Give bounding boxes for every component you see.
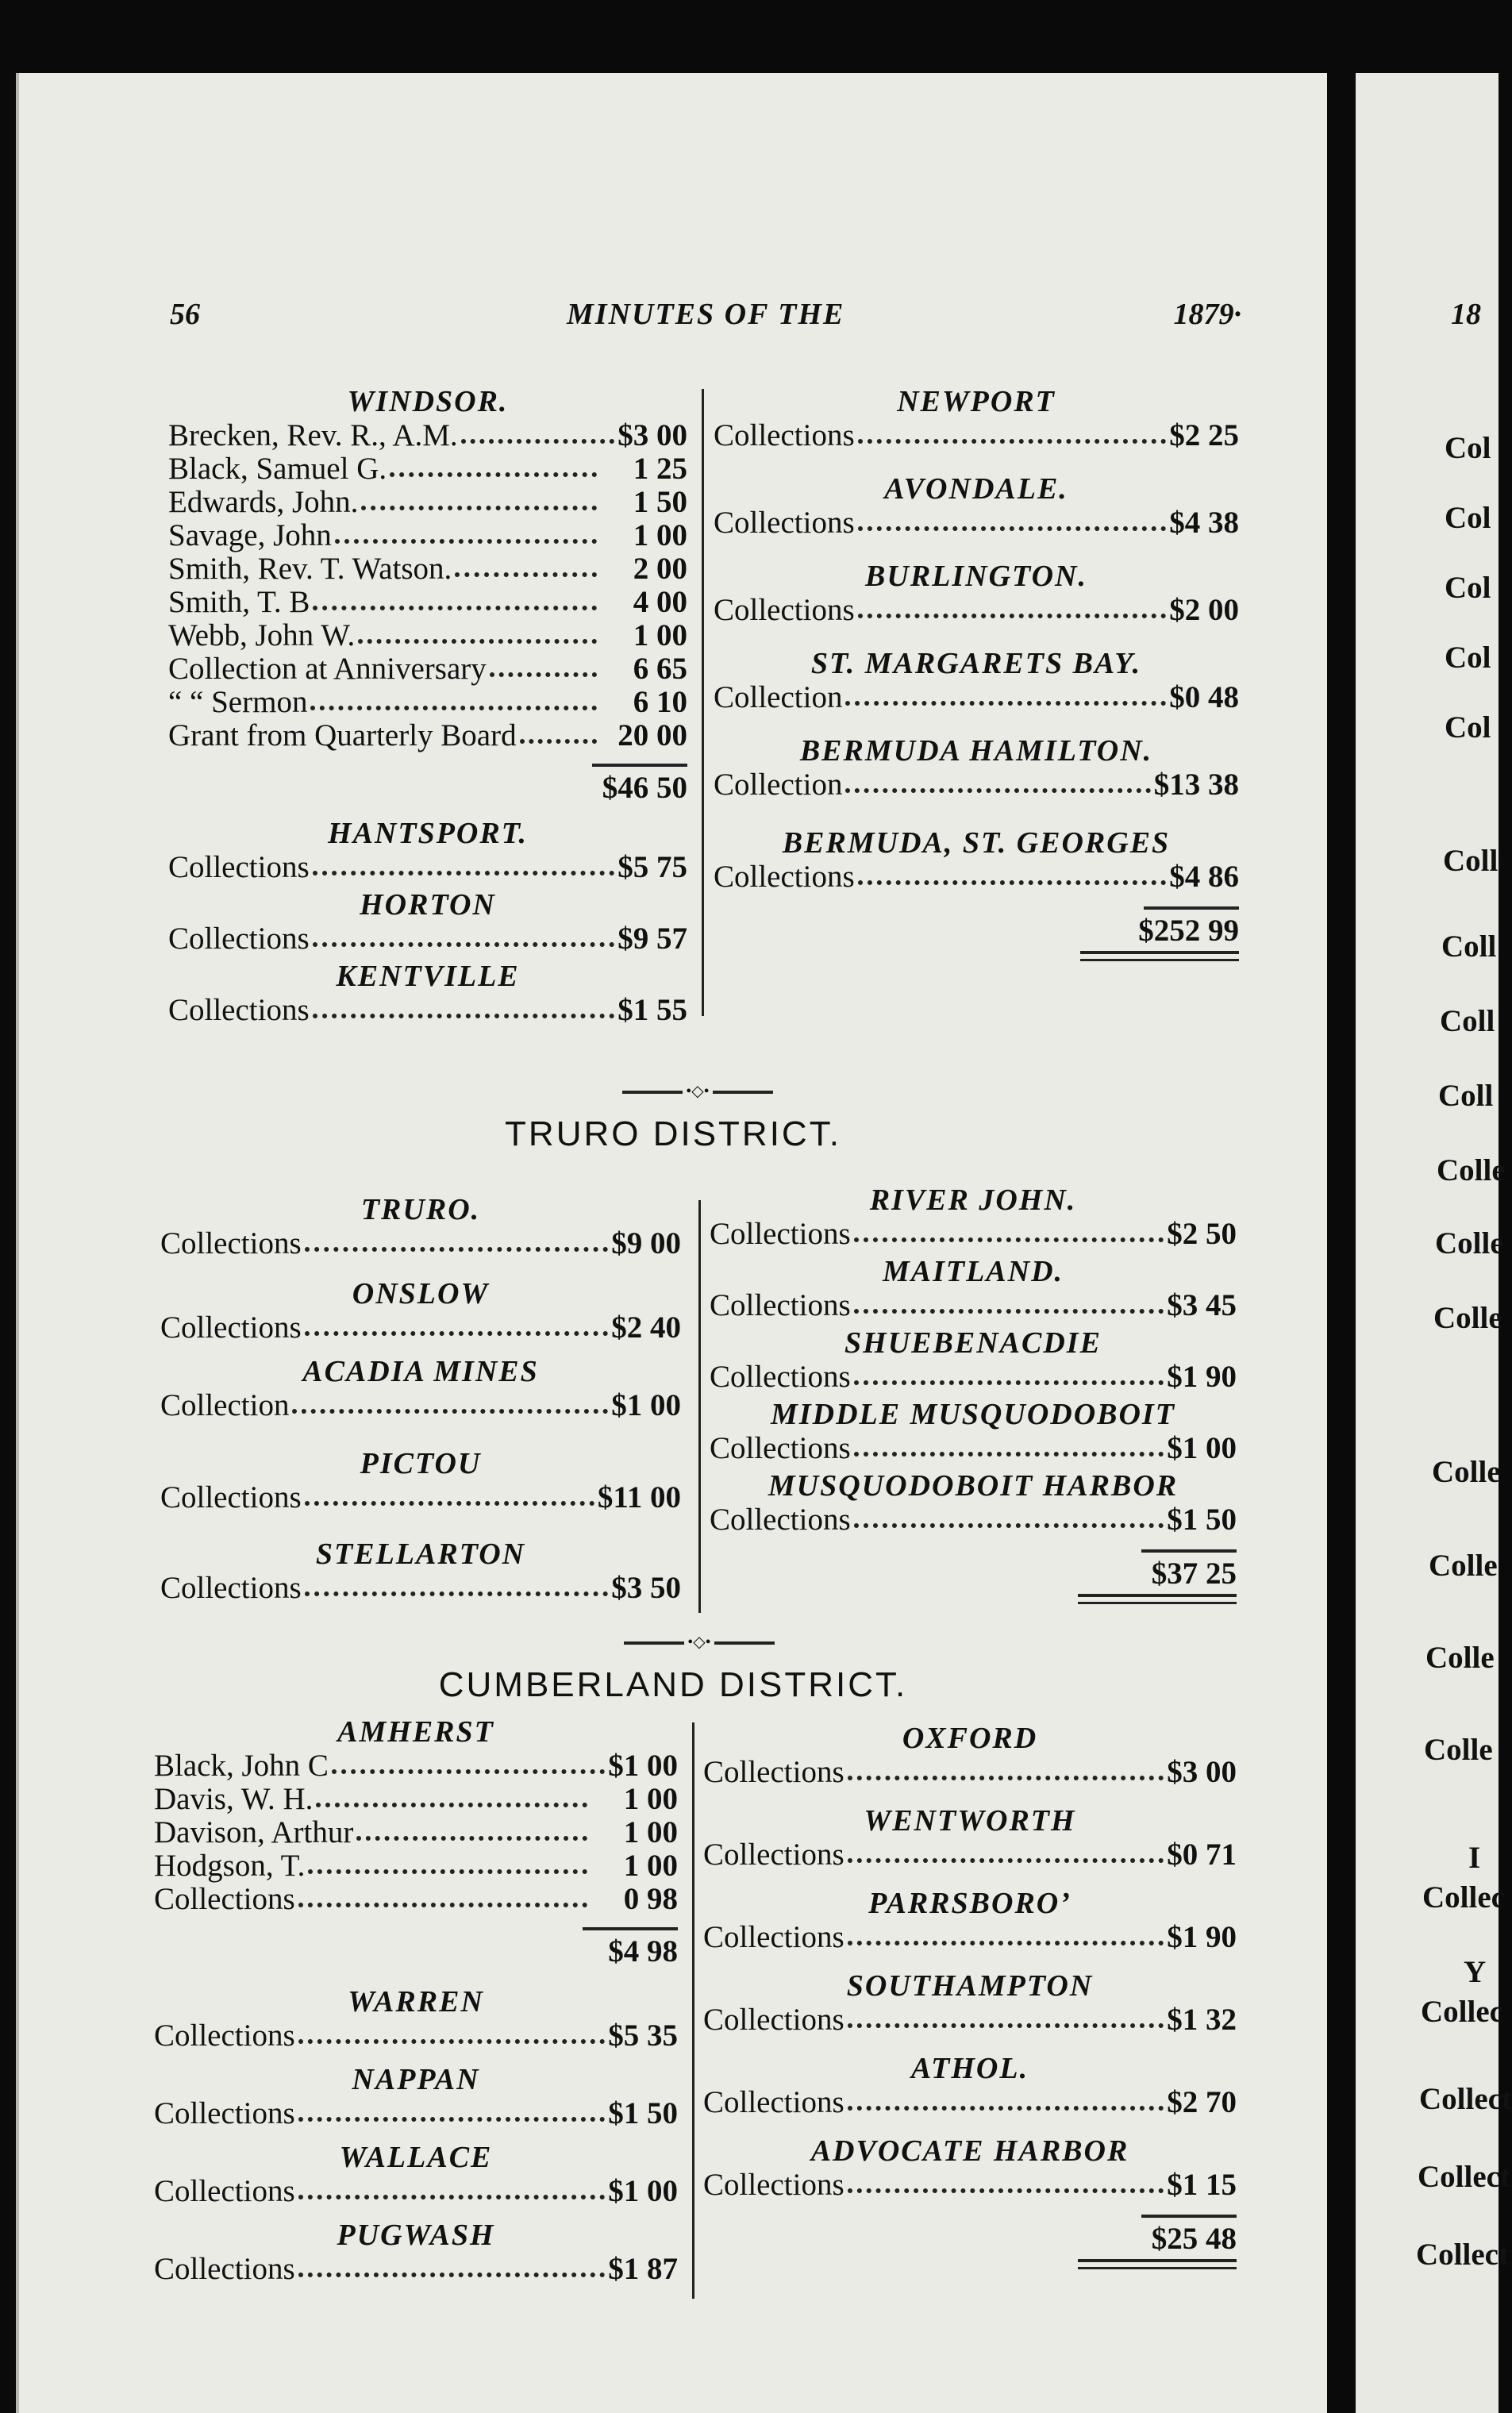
dot-leader xyxy=(305,1311,609,1336)
section-heading: HORTON xyxy=(360,888,496,922)
entry-amount: $5 35 xyxy=(608,2019,678,2053)
dot-leader xyxy=(313,851,615,876)
page-header xyxy=(170,297,1241,344)
entry-amount: 2 00 xyxy=(633,552,687,586)
dot-leader xyxy=(305,1572,609,1596)
dot-leader xyxy=(356,1816,587,1841)
entry-name: Collections xyxy=(703,2003,844,2037)
ornament-divider: •◇• xyxy=(624,1641,775,1645)
section-heading: MUSQUODOBOIT HARBOR xyxy=(768,1469,1179,1503)
section-heading: AMHERST xyxy=(337,1715,494,1749)
entry-row xyxy=(168,719,687,752)
entry-amount: $3 50 xyxy=(611,1571,681,1605)
entry-row xyxy=(703,2169,1237,2202)
entry-name: Collections xyxy=(703,1838,844,1872)
entry-name: Brecken, Rev. R., A.M. xyxy=(168,418,458,452)
dot-leader xyxy=(848,1838,1164,1863)
entry-amount: $2 25 xyxy=(1169,418,1239,452)
entry-row xyxy=(168,686,687,719)
dot-leader xyxy=(310,686,597,710)
entry-name: Grant from Quarterly Board xyxy=(168,718,517,752)
dot-leader xyxy=(335,519,597,544)
entry-row xyxy=(160,1481,681,1514)
entry-name: Collections xyxy=(154,2096,295,2130)
entry-name: Collections xyxy=(703,1755,844,1789)
entry-name: Collections xyxy=(714,506,855,540)
entry-row xyxy=(168,652,687,686)
entry-amount: $3 00 xyxy=(1167,1755,1237,1789)
entry-row xyxy=(168,994,687,1027)
page-number: 56 xyxy=(170,298,200,331)
entry-amount: 1 00 xyxy=(623,1849,678,1883)
total-rule xyxy=(1141,2215,1237,2218)
total-double-rule xyxy=(1078,1594,1237,1604)
dot-leader xyxy=(455,552,597,577)
subtotal-rule xyxy=(592,764,687,767)
entry-row xyxy=(168,552,687,586)
entry-amount: 1 25 xyxy=(633,452,687,486)
entry-amount: $1 87 xyxy=(608,2252,678,2286)
entry-amount: $3 00 xyxy=(617,418,687,452)
entry-name: Collections xyxy=(710,1503,851,1537)
entry-amount: $5 75 xyxy=(617,850,687,884)
dot-leader xyxy=(361,486,597,510)
dot-leader xyxy=(858,419,1167,444)
entry-row xyxy=(168,922,687,956)
entry-amount: $1 55 xyxy=(617,993,687,1027)
entry-row xyxy=(703,1838,1237,1872)
right-page-line: Coll xyxy=(1440,1004,1495,1038)
section-heading: PARRSBORO’ xyxy=(868,1887,1071,1920)
section-heading: WARREN xyxy=(348,1985,484,2019)
dot-leader xyxy=(298,1883,587,1907)
dot-leader xyxy=(305,1227,609,1252)
entry-row xyxy=(168,452,687,486)
entry-amount: $1 50 xyxy=(608,2096,678,2130)
right-page-line: I xyxy=(1468,1841,1481,1875)
entry-amount: 0 98 xyxy=(623,1882,678,1916)
entry-name: Collections xyxy=(160,1571,302,1605)
entry-amount: $1 00 xyxy=(608,2174,678,2208)
entry-amount: 20 00 xyxy=(617,718,687,752)
entry-amount: 1 00 xyxy=(623,1815,678,1849)
entry-name: Collections xyxy=(714,860,855,894)
section-heading: NAPPAN xyxy=(352,2063,480,2096)
entry-row xyxy=(160,1311,681,1345)
entry-name: Webb, John W. xyxy=(168,618,356,652)
total-rule xyxy=(1144,906,1239,910)
section-heading: MAITLAND. xyxy=(882,1255,1064,1288)
section-heading: ATHOL. xyxy=(910,2052,1029,2085)
entry-amount: 4 00 xyxy=(633,585,687,619)
entry-amount: $3 45 xyxy=(1167,1288,1237,1322)
entry-name: Collection xyxy=(160,1388,290,1422)
entry-row xyxy=(154,2175,678,2208)
entry-amount: $1 90 xyxy=(1167,1920,1237,1954)
entry-row xyxy=(710,1503,1237,1537)
dot-leader xyxy=(313,994,615,1018)
entry-row xyxy=(710,1432,1237,1465)
entry-name: Davis, W. H. xyxy=(154,1782,314,1816)
entry-row xyxy=(154,2019,678,2053)
entry-row xyxy=(168,519,687,552)
section-heading: WINDSOR. xyxy=(347,385,509,418)
right-page-line: Col xyxy=(1445,501,1491,535)
right-page-line: Collec xyxy=(1422,1880,1505,1915)
entry-row xyxy=(168,619,687,652)
right-page-line: Collec xyxy=(1421,1995,1503,2029)
entry-row xyxy=(714,506,1239,540)
entry-row xyxy=(160,1389,681,1422)
entry-name: Collections xyxy=(714,593,855,627)
right-page-line: Colle xyxy=(1437,1153,1506,1187)
entry-name: Hodgson, T. xyxy=(154,1849,306,1883)
entry-name: Collections xyxy=(703,1920,844,1954)
dot-leader xyxy=(298,2253,606,2277)
entry-name: Collections xyxy=(160,1310,302,1345)
right-page-line: Col xyxy=(1445,571,1491,605)
entry-name: Collections xyxy=(154,1882,295,1916)
entry-amount: $1 00 xyxy=(1167,1431,1237,1465)
entry-amount: $11 00 xyxy=(597,1480,681,1514)
section-heading: MIDDLE MUSQUODOBOIT xyxy=(771,1398,1175,1431)
dot-leader xyxy=(858,506,1167,531)
entry-row xyxy=(703,1756,1237,1789)
entry-name: Collections xyxy=(168,993,310,1027)
right-page-line: Colle xyxy=(1432,1455,1501,1489)
section-heading: ADVOCATE HARBOR xyxy=(810,2134,1129,2168)
district-total: $37 25 xyxy=(1151,1557,1237,1591)
right-page-line: Colle xyxy=(1424,1733,1493,1767)
dot-leader xyxy=(298,2019,606,2044)
section-heading: HANTSPORT. xyxy=(328,817,528,850)
dot-leader xyxy=(854,1289,1164,1314)
dot-leader xyxy=(520,719,597,744)
section-heading: ONSLOW xyxy=(352,1277,490,1310)
entry-row xyxy=(168,851,687,884)
entry-amount: $2 70 xyxy=(1167,2085,1237,2119)
entry-amount: $9 57 xyxy=(617,922,687,956)
entry-amount: $0 48 xyxy=(1169,680,1239,714)
section-heading: PUGWASH xyxy=(337,2219,495,2252)
dot-leader xyxy=(305,1481,594,1506)
entry-row xyxy=(168,586,687,619)
dot-leader xyxy=(313,922,615,947)
entry-name: Collections xyxy=(154,2019,295,2053)
entry-amount: $1 15 xyxy=(1167,2168,1237,2202)
dot-leader xyxy=(308,1849,587,1874)
entry-amount: $1 50 xyxy=(1167,1503,1237,1537)
section-heading: TRURO. xyxy=(360,1193,481,1226)
section-heading: BERMUDA, ST. GEORGES xyxy=(782,826,1171,860)
left-page xyxy=(16,73,1327,2413)
dot-leader xyxy=(313,586,597,610)
entry-row xyxy=(154,1749,678,1783)
dot-leader xyxy=(854,1432,1164,1457)
entry-row xyxy=(714,681,1239,714)
entry-amount: $4 86 xyxy=(1169,860,1239,894)
running-title: MINUTES OF THE xyxy=(567,298,845,331)
entry-row xyxy=(168,419,687,452)
entry-amount: $1 00 xyxy=(611,1388,681,1422)
dot-leader xyxy=(848,2169,1164,2193)
entry-row xyxy=(710,1360,1237,1394)
entry-amount: 1 50 xyxy=(633,485,687,519)
section-heading: PICTOU xyxy=(360,1447,482,1480)
entry-amount: $2 50 xyxy=(1167,1217,1237,1251)
entry-row xyxy=(168,486,687,519)
section-heading: WENTWORTH xyxy=(864,1804,1076,1838)
windsor-right-column xyxy=(714,384,1239,961)
entry-name: “ “ Sermon xyxy=(168,685,308,719)
entry-row xyxy=(703,1921,1237,1954)
entry-name: Collection xyxy=(714,768,843,802)
right-page-line: Collect xyxy=(1419,2082,1512,2116)
section-subtotal: $4 98 xyxy=(608,1934,678,1968)
dot-leader xyxy=(854,1218,1164,1242)
entry-name: Collections xyxy=(160,1226,302,1260)
entry-row xyxy=(154,2253,678,2286)
right-page-line: Colle xyxy=(1429,1549,1498,1583)
dot-leader xyxy=(298,2097,606,2122)
entry-name: Edwards, John. xyxy=(168,485,359,519)
dot-leader xyxy=(854,1503,1164,1528)
column-divider xyxy=(692,1722,694,2299)
right-page-line: Col xyxy=(1445,431,1491,465)
district-total: $252 99 xyxy=(1138,914,1239,948)
column-divider xyxy=(698,1200,701,1613)
section-heading: SOUTHAMPTON xyxy=(846,1969,1094,2003)
entry-name: Collections xyxy=(168,922,310,956)
entry-amount: $1 00 xyxy=(608,1749,678,1783)
entry-amount: $2 00 xyxy=(1169,593,1239,627)
dot-leader xyxy=(858,594,1167,618)
section-heading: BURLINGTON. xyxy=(865,560,1087,593)
right-page-line: Col xyxy=(1445,641,1491,675)
entry-row xyxy=(710,1289,1237,1322)
section-heading: AVONDALE. xyxy=(884,472,1068,506)
right-page-line: Colle xyxy=(1435,1226,1504,1260)
dot-leader xyxy=(292,1389,608,1414)
windsor-left-column xyxy=(168,384,687,1027)
entry-amount: $13 38 xyxy=(1153,768,1239,802)
right-page-line: Colle xyxy=(1433,1301,1502,1335)
entry-name: Black, Samuel G. xyxy=(168,452,387,486)
section-heading: OXFORD xyxy=(902,1722,1038,1755)
entry-row xyxy=(160,1572,681,1605)
entry-amount: $0 71 xyxy=(1167,1838,1237,1872)
dot-leader xyxy=(845,681,1166,706)
section-heading: RIVER JOHN. xyxy=(869,1183,1077,1217)
entry-row xyxy=(703,2003,1237,2037)
total-rule xyxy=(1141,1549,1237,1553)
dot-leader xyxy=(461,419,615,444)
right-page-line: Y xyxy=(1464,1955,1487,1989)
dot-leader xyxy=(848,2003,1164,2028)
entry-name: Collections xyxy=(710,1217,851,1251)
entry-name: Collections xyxy=(154,2174,295,2208)
entry-name: Collection at Anniversary xyxy=(168,652,487,686)
entry-amount: $9 00 xyxy=(611,1226,681,1260)
entry-name: Smith, Rev. T. Watson. xyxy=(168,552,452,586)
entry-amount: $1 90 xyxy=(1167,1360,1237,1394)
right-page-header-fragment: 18 xyxy=(1451,298,1481,331)
right-page-fragment xyxy=(1356,73,1512,2413)
dot-leader xyxy=(358,619,597,644)
right-page-line: Col xyxy=(1445,710,1491,745)
entry-row xyxy=(154,1883,678,1916)
entry-name: Collections xyxy=(703,2085,844,2119)
truro-left-column xyxy=(160,1192,681,1605)
truro-district-title: TRURO DISTRICT. xyxy=(505,1114,841,1153)
entry-name: Collections xyxy=(160,1480,302,1514)
dot-leader xyxy=(332,1749,605,1774)
dot-leader xyxy=(854,1360,1164,1385)
page-year: 1879· xyxy=(1173,298,1241,331)
entry-name: Collections xyxy=(154,2252,295,2286)
entry-amount: 6 65 xyxy=(633,652,687,686)
cumberland-left-column xyxy=(154,1714,678,2286)
entry-row xyxy=(154,1849,678,1883)
total-double-rule xyxy=(1080,951,1239,961)
entry-amount: 1 00 xyxy=(623,1782,678,1816)
dot-leader xyxy=(858,860,1167,885)
truro-right-column xyxy=(710,1183,1237,1604)
right-page-line: Collect xyxy=(1416,2238,1509,2272)
total-double-rule xyxy=(1078,2259,1237,2269)
entry-name: Collections xyxy=(714,418,855,452)
entry-name: Collections xyxy=(710,1288,851,1322)
right-page-line: Coll xyxy=(1443,844,1499,878)
dot-leader xyxy=(845,768,1150,793)
entry-row xyxy=(160,1227,681,1260)
section-heading: KENTVILLE xyxy=(336,960,520,993)
entry-name: Black, John C xyxy=(154,1749,329,1783)
entry-name: Davison, Arthur xyxy=(154,1815,354,1849)
dot-leader xyxy=(848,1921,1164,1945)
ornament-divider: •◇• xyxy=(622,1091,773,1094)
entry-row xyxy=(154,2097,678,2130)
entry-row xyxy=(714,768,1239,802)
entry-name: Smith, T. B xyxy=(168,585,310,619)
entry-amount: $1 32 xyxy=(1167,2003,1237,2037)
entry-amount: $4 38 xyxy=(1169,506,1239,540)
entry-row xyxy=(714,594,1239,627)
cumberland-right-column xyxy=(703,1721,1237,2269)
entry-amount: 6 10 xyxy=(633,685,687,719)
right-page-line: Collect xyxy=(1418,2160,1510,2194)
entry-amount: 1 00 xyxy=(633,618,687,652)
entry-name: Collections xyxy=(710,1431,851,1465)
entry-row xyxy=(154,1816,678,1849)
entry-amount: $2 40 xyxy=(611,1310,681,1345)
entry-amount: 1 00 xyxy=(633,518,687,552)
entry-row xyxy=(714,860,1239,894)
entry-name: Collections xyxy=(703,2168,844,2202)
section-heading: WALLACE xyxy=(339,2141,493,2174)
section-heading: SHUEBENACDIE xyxy=(844,1326,1102,1360)
entry-row xyxy=(703,2086,1237,2119)
district-total: $25 48 xyxy=(1151,2222,1237,2256)
entry-row xyxy=(714,419,1239,452)
entry-name: Savage, John xyxy=(168,518,332,552)
section-heading: BERMUDA HAMILTON. xyxy=(799,734,1153,768)
entry-row xyxy=(710,1218,1237,1251)
subtotal-rule xyxy=(583,1927,678,1930)
section-subtotal: $46 50 xyxy=(602,771,687,805)
entry-name: Collection xyxy=(714,680,843,714)
right-page-line: Coll xyxy=(1441,929,1497,964)
section-heading: STELLARTON xyxy=(315,1537,526,1571)
entry-name: Collections xyxy=(710,1360,851,1394)
section-heading: NEWPORT xyxy=(897,385,1056,418)
column-divider xyxy=(702,389,704,1016)
dot-leader xyxy=(848,1756,1164,1780)
dot-leader xyxy=(390,452,597,477)
dot-leader xyxy=(316,1783,587,1807)
right-page-line: Coll xyxy=(1438,1079,1494,1113)
section-heading: ST. MARGARETS BAY. xyxy=(810,647,1142,680)
right-page-line: Colle xyxy=(1425,1641,1495,1675)
entry-row xyxy=(154,1783,678,1816)
entry-name: Collections xyxy=(168,850,310,884)
dot-leader xyxy=(848,2086,1164,2111)
dot-leader xyxy=(298,2175,606,2199)
section-heading: ACADIA MINES xyxy=(302,1355,539,1388)
dot-leader xyxy=(490,652,597,677)
cumberland-district-title: CUMBERLAND DISTRICT. xyxy=(438,1665,908,1704)
